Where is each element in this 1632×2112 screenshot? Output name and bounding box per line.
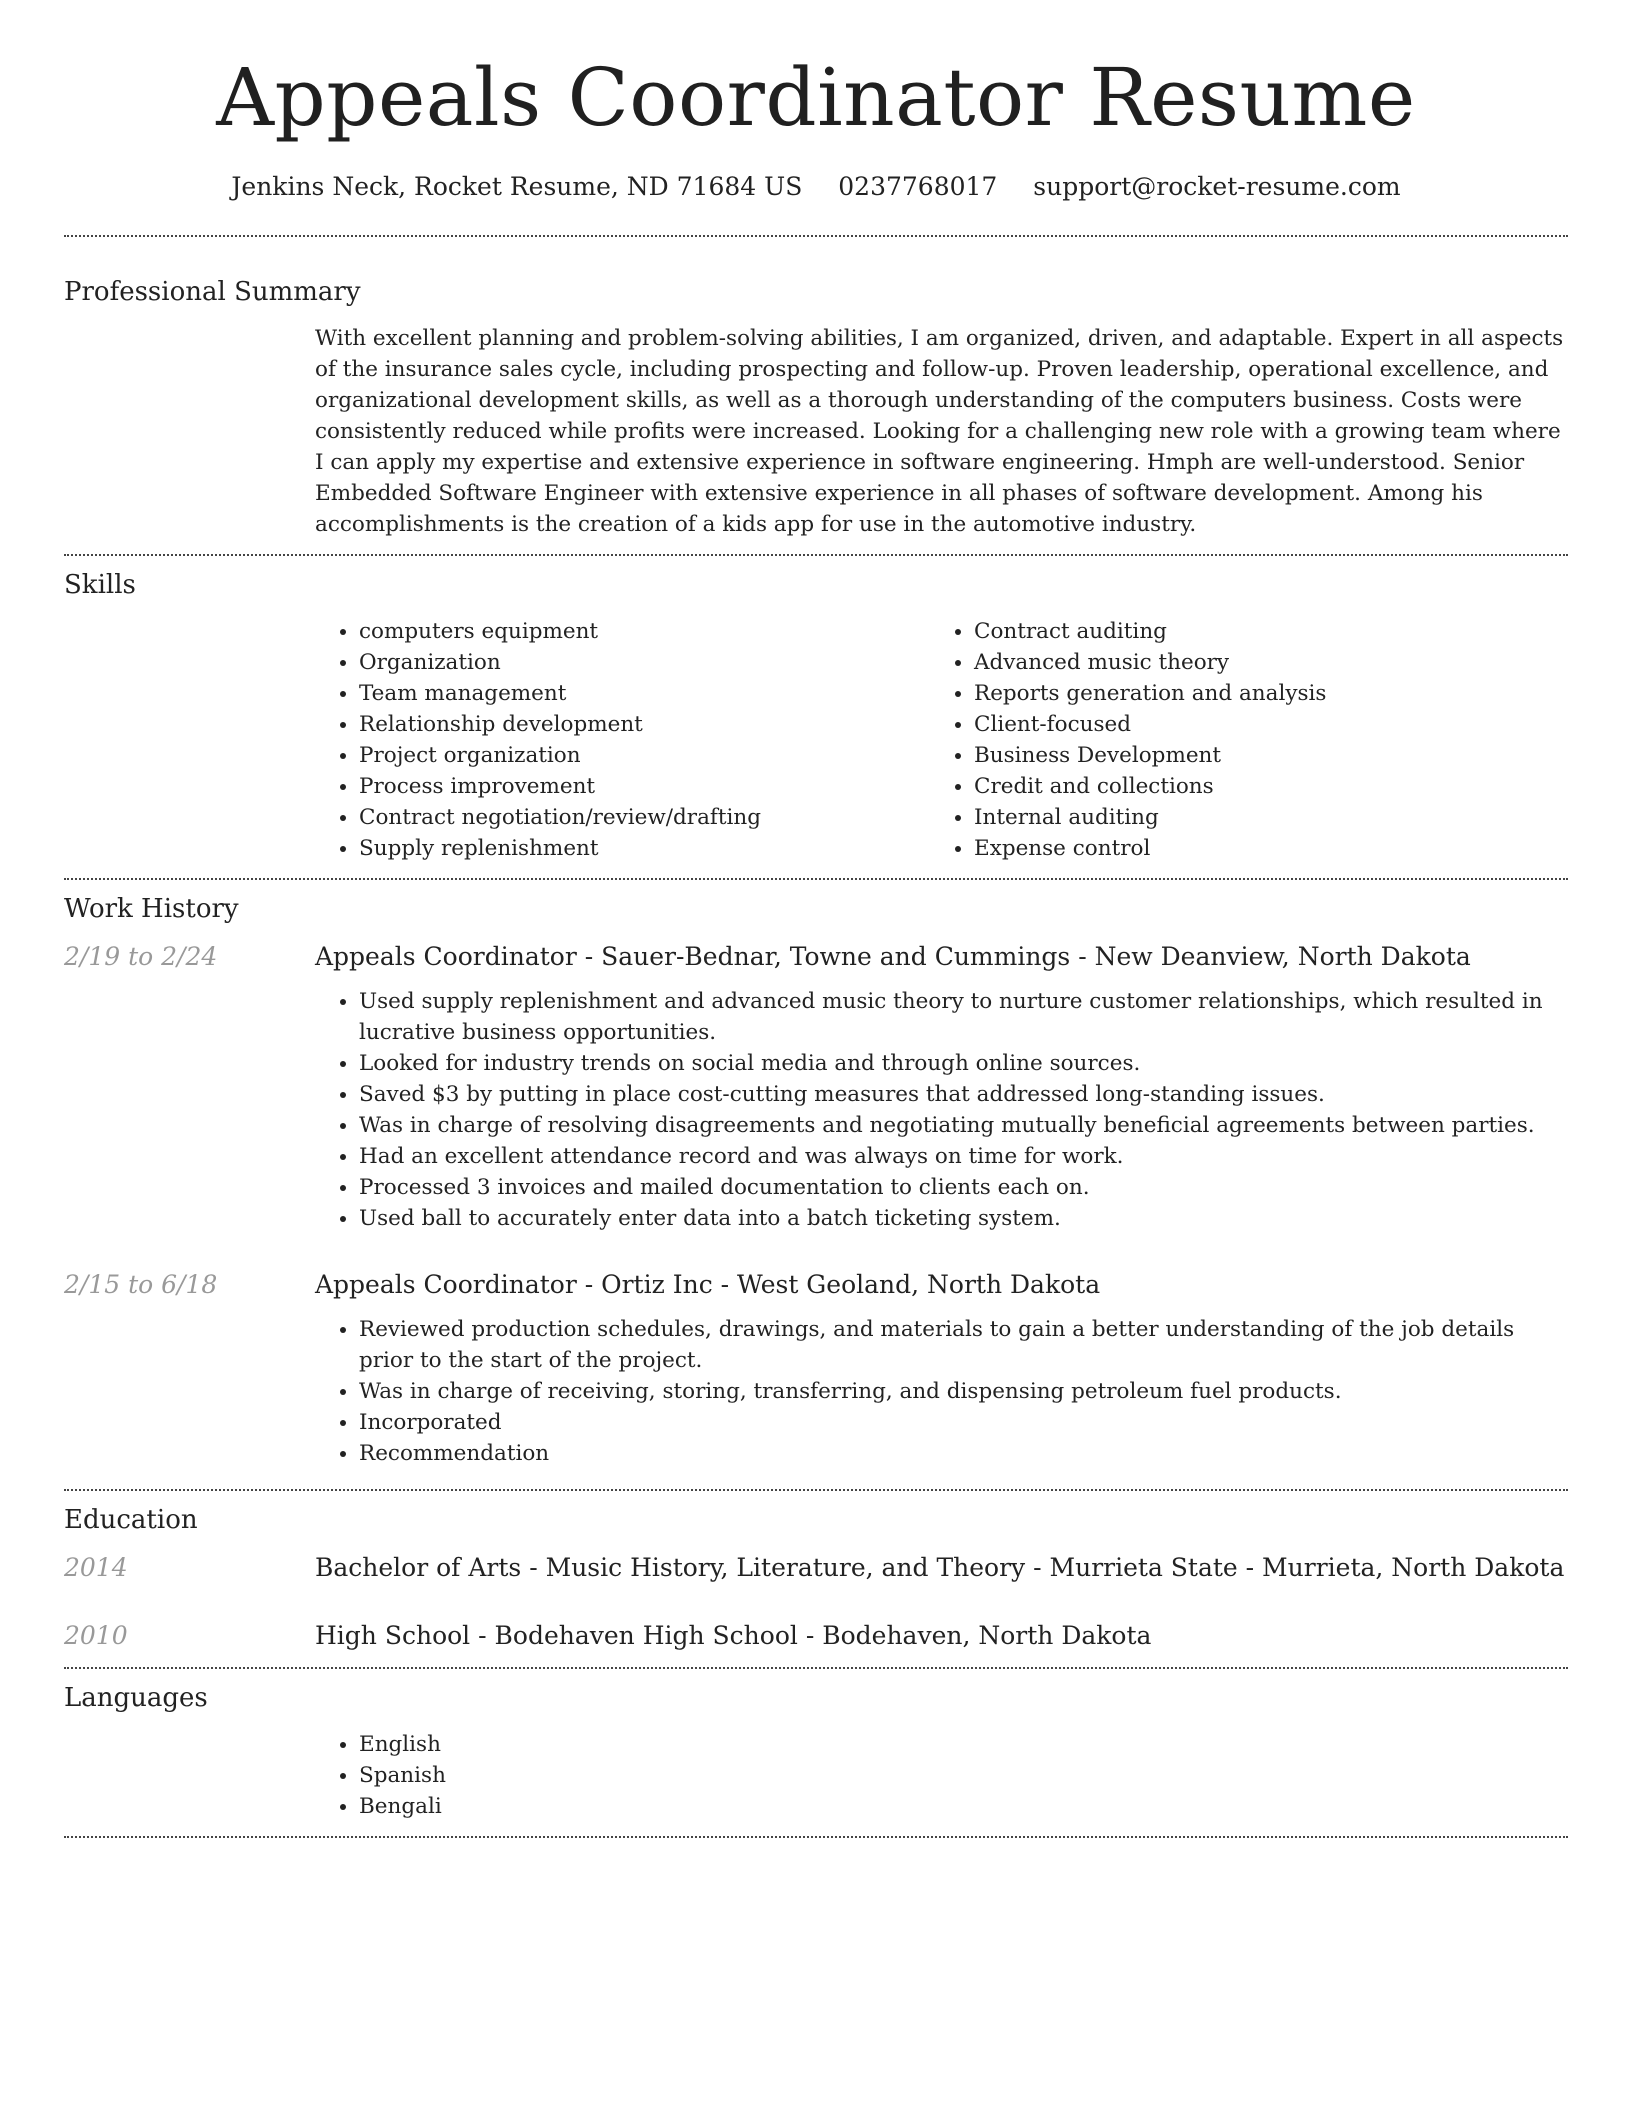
- skill-item: • Contract auditing: [974, 616, 1545, 647]
- education-heading: Education: [64, 1505, 198, 1535]
- education-date: 2010: [64, 1621, 128, 1650]
- skills-list-right: [930, 616, 1545, 864]
- contact-phone: 0237768017: [838, 172, 998, 201]
- skill-item: • Credit and collections: [974, 771, 1545, 802]
- education-text: Bachelor of Arts - Music History, Literature, and Theory - Murrieta State - Murrieta, North Dakota: [315, 1553, 1565, 1582]
- job-title: Appeals Coordinator - Ortiz Inc - West Geoland, North Dakota: [315, 1270, 1101, 1299]
- job-bullet-list: [315, 986, 1568, 1234]
- skill-item: • Client-focused: [974, 709, 1545, 740]
- divider: [64, 1836, 1568, 1838]
- skills-section: [64, 556, 1568, 878]
- job-bullet: • Had an excellent attendance record and was always on time for work.: [359, 1141, 1568, 1172]
- job-date: 2/19 to 2/24: [64, 942, 218, 971]
- languages-section: [64, 1669, 1568, 1836]
- skill-item: • Reports generation and analysis: [974, 678, 1545, 709]
- job-bullet: • Saved $3 by putting in place cost-cutting measures that addressed long-standing issues.: [359, 1079, 1568, 1110]
- work-history-heading: Work History: [64, 894, 239, 924]
- summary-text: With excellent planning and problem-solving abilities, I am organized, driven, and adaptable. Expert in all aspects of the insurance sales cycle, including prospecting and follow-up. Proven leadership, operational excellence, and organizational development skills, as well as a thorough understanding of the computers business. Costs were consistently reduced while profits were increased. Looking for a challenging new role with a growing team where I can apply my expertise and extensive experience in software engineering. Hmph are well-understood. Senior Embedded Software Engineer with extensive experience in all phases of software development. Among his accomplishments is the creation of a kids app for use in the automotive industry.: [315, 326, 1564, 537]
- work-history-section: [64, 880, 1568, 1489]
- education-text: High School - Bodehaven High School - Bodehaven, North Dakota: [315, 1621, 1152, 1650]
- resume-title: Appeals Coordinator Resume: [216, 51, 1416, 144]
- language-item: • Spanish: [359, 1760, 1568, 1791]
- contact-email: support@rocket-resume.com: [1033, 172, 1401, 201]
- skill-item: • Organization: [359, 647, 930, 678]
- skill-item: • Internal auditing: [974, 802, 1545, 833]
- job-bullet: • Used ball to accurately enter data into a batch ticketing system.: [359, 1203, 1568, 1234]
- languages-heading: Languages: [64, 1683, 208, 1713]
- skills-list-left: [315, 616, 930, 864]
- job-bullet: • Used supply replenishment and advanced music theory to nurture customer relationships, which resulted in lucrative business opportunities.: [359, 986, 1568, 1048]
- education-entry: [64, 1551, 1568, 1585]
- job-bullet: • Incorporated: [359, 1407, 1568, 1438]
- languages-content: [315, 1729, 1568, 1822]
- job-bullet: • Recommendation: [359, 1438, 1568, 1469]
- skill-item: • Supply replenishment: [359, 833, 930, 864]
- job-details: [315, 940, 1568, 1234]
- skill-item: • Team management: [359, 678, 930, 709]
- summary-heading: Professional Summary: [64, 277, 361, 307]
- education-section: [64, 1491, 1568, 1667]
- job-bullet: • Was in charge of resolving disagreements and negotiating mutually beneficial agreements between parties.: [359, 1110, 1568, 1141]
- skill-item: • Process improvement: [359, 771, 930, 802]
- summary-content: [315, 323, 1568, 540]
- job-date: 2/15 to 6/18: [64, 1270, 218, 1299]
- skills-column-left: [315, 616, 930, 864]
- education-entry: [64, 1619, 1568, 1653]
- languages-list: [315, 1729, 1568, 1822]
- job-entry: [64, 1268, 1568, 1469]
- contact-address: Jenkins Neck, Rocket Resume, ND 71684 US: [231, 172, 803, 201]
- skill-item: • Project organization: [359, 740, 930, 771]
- skill-item: • Expense control: [974, 833, 1545, 864]
- job-bullets: [315, 1314, 1568, 1469]
- skills-heading: Skills: [64, 570, 136, 600]
- job-title: Appeals Coordinator - Sauer-Bednar, Towne and Cummings - New Deanview, North Dakota: [315, 942, 1471, 971]
- job-bullet-list: [315, 1314, 1568, 1469]
- job-bullet: • Processed 3 invoices and mailed documentation to clients each on.: [359, 1172, 1568, 1203]
- skill-item: • Business Development: [974, 740, 1545, 771]
- summary-section: [64, 237, 1568, 554]
- skill-item: • computers equipment: [359, 616, 930, 647]
- skill-item: • Contract negotiation/review/drafting: [359, 802, 930, 833]
- job-details: [315, 1268, 1568, 1469]
- language-item: • English: [359, 1729, 1568, 1760]
- contact-line: [64, 172, 1568, 201]
- skills-column-right: [930, 616, 1545, 864]
- job-bullets: [315, 986, 1568, 1234]
- job-bullet: • Looked for industry trends on social media and through online sources.: [359, 1048, 1568, 1079]
- education-date: 2014: [64, 1553, 128, 1582]
- language-item: • Bengali: [359, 1791, 1568, 1822]
- skills-grid: [315, 616, 1568, 864]
- job-bullet: • Reviewed production schedules, drawings, and materials to gain a better understanding of the job details prior to the start of the project.: [359, 1314, 1568, 1376]
- skill-item: • Advanced music theory: [974, 647, 1545, 678]
- job-bullet: • Was in charge of receiving, storing, transferring, and dispensing petroleum fuel products.: [359, 1376, 1568, 1407]
- job-entry: [64, 940, 1568, 1234]
- skill-item: • Relationship development: [359, 709, 930, 740]
